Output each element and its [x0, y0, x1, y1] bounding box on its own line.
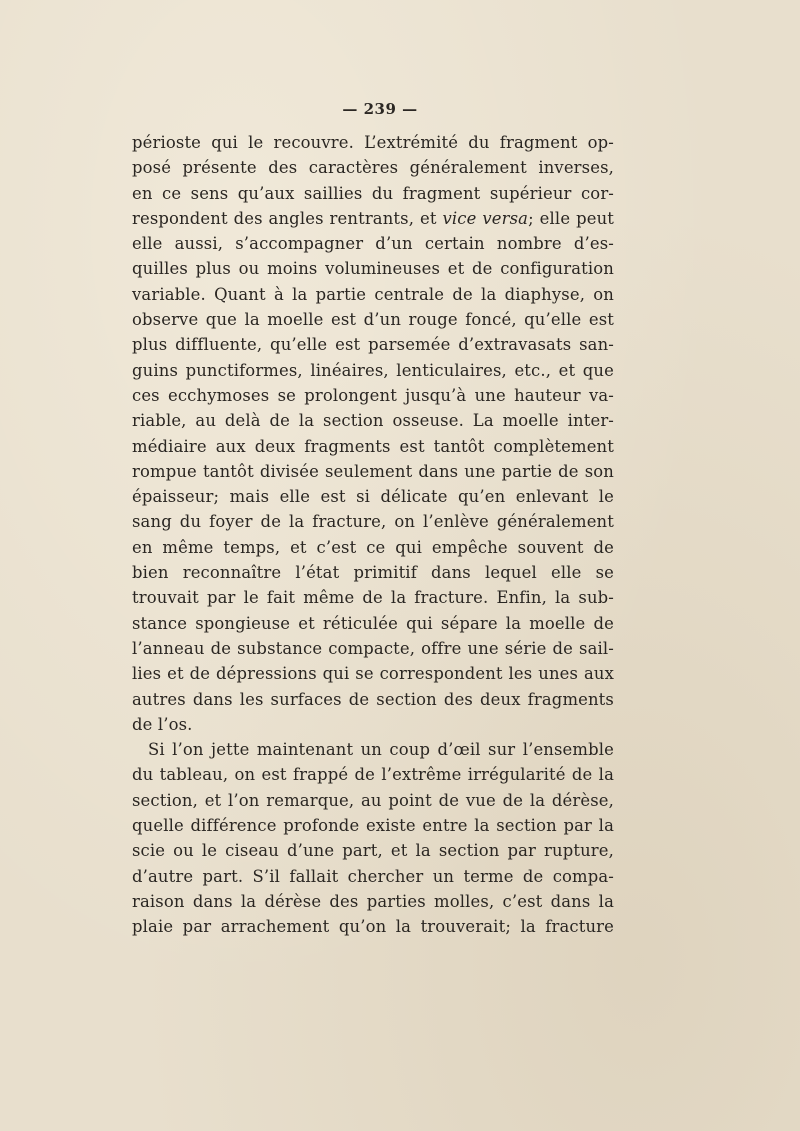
text-line: sang du foyer de la fracture, on l’enlève généralement — [132, 512, 614, 532]
text-line: variable. Quant à la partie centrale de la diaphyse, on — [132, 284, 614, 304]
text-line: respondent des angles rentrants, et vice versa; elle peut — [132, 208, 615, 228]
text-line: posé présente des caractères généralement inverses, — [132, 158, 614, 178]
text-line: quilles plus ou moins volumineuses et de configuration — [132, 259, 614, 279]
text-line: lies et de dépressions qui se correspondent les unes aux — [132, 664, 614, 684]
text-line: l’anneau de substance compacte, offre une série de sail- — [132, 638, 614, 658]
text-line: en ce sens qu’aux saillies du fragment supérieur cor- — [132, 183, 614, 203]
text-line: autres dans les surfaces de section des deux fragments — [132, 689, 614, 709]
text-line: d’autre part. S’il fallait chercher un terme de compa- — [132, 866, 614, 886]
text-line: bien reconnaître l’état primitif dans lequel elle se — [132, 563, 614, 583]
text-line: plaie par arrachement qu’on la trouverait; la fracture — [132, 917, 614, 937]
text-line: section, et l’on remarque, au point de vue de la dérèse, — [132, 790, 614, 810]
body-text — [132, 130, 614, 940]
text-line: stance spongieuse et réticulée qui sépare la moelle de — [132, 613, 614, 633]
text-line: Si l’on jette maintenant un coup d’œil sur l’ensemble — [148, 740, 614, 760]
text-line: en même temps, et c’est ce qui empêche souvent de — [132, 537, 614, 557]
text-line: rompue tantôt divisée seulement dans une partie de son — [132, 461, 614, 481]
text-line: observe que la moelle est d’un rouge foncé, qu’elle est — [132, 310, 614, 330]
text-line: ces ecchymoses se prolongent jusqu’à une hauteur va- — [132, 385, 614, 405]
page-number: — 239 — — [342, 100, 418, 118]
text-line: raison dans la dérèse des parties molles, c’est dans la — [132, 891, 614, 911]
text-line: elle aussi, s’accompagner d’un certain nombre d’es- — [132, 234, 614, 254]
text-line: de l’os. — [132, 714, 193, 734]
text-line: quelle différence profonde existe entre la section par la — [132, 816, 614, 836]
italic-phrase: vice versa — [442, 208, 529, 228]
text-line: du tableau, on est frappé de l’extrême irrégularité de la — [132, 765, 614, 785]
text-line: plus diffluente, qu’elle est parsemée d’extravasats san- — [132, 335, 614, 355]
text-line: riable, au delà de la section osseuse. La moelle inter- — [132, 411, 614, 431]
text-line: épaisseur; mais elle est si délicate qu’en enlevant le — [132, 487, 614, 507]
text-line: médiaire aux deux fragments est tantôt complètement — [132, 436, 614, 456]
text-line: périoste qui le recouvre. L’extrémité du fragment op- — [132, 133, 614, 152]
text-line: trouvait par le fait même de la fracture. Enfin, la sub- — [132, 588, 614, 608]
text-line: guins punctiformes, linéaires, lenticulaires, etc., et que — [132, 360, 614, 380]
text-line: scie ou le ciseau d’une part, et la section par rupture, — [132, 841, 614, 861]
